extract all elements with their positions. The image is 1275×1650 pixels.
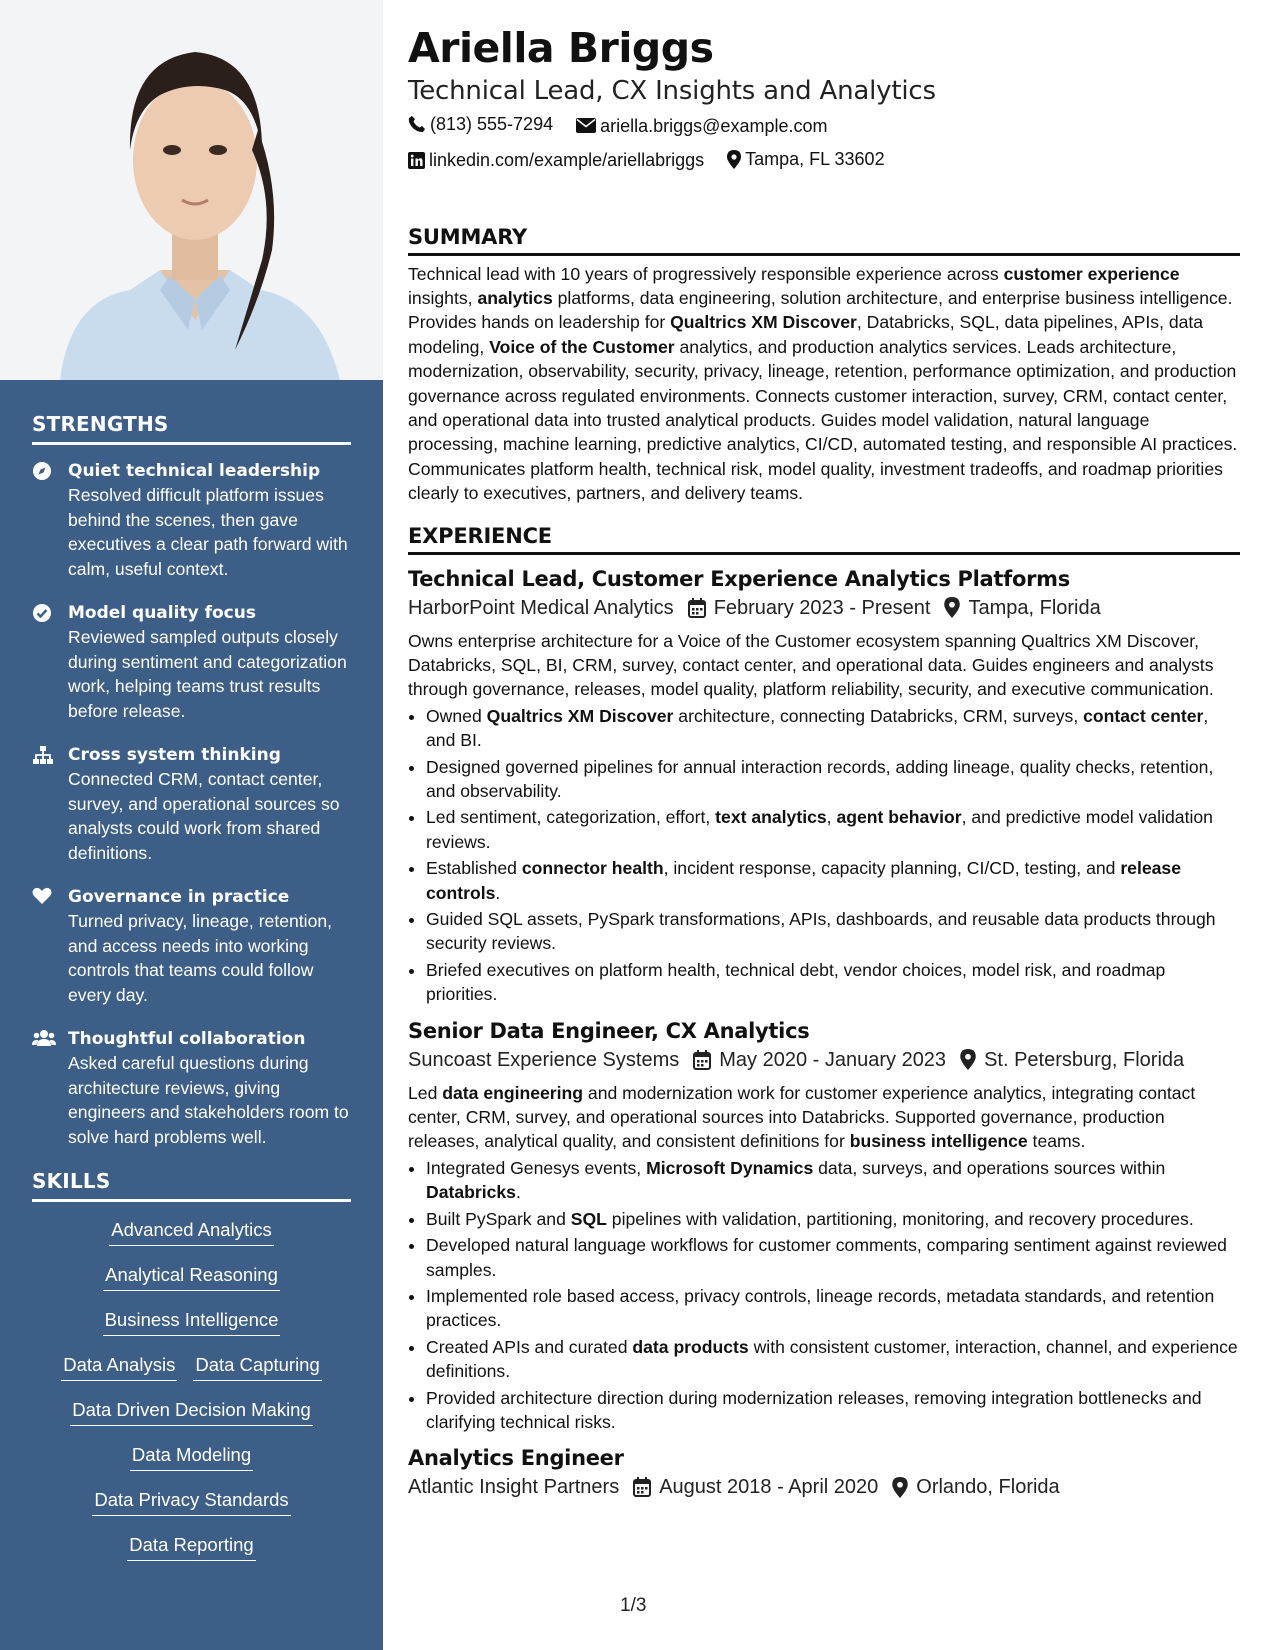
strengths-heading: STRENGTHS <box>32 412 351 445</box>
job-entry <box>408 565 1240 1007</box>
bold-keyword: text analytics <box>715 807 827 828</box>
linkedin-contact[interactable] <box>408 144 704 176</box>
location-text: Tampa, FL 33602 <box>745 149 885 169</box>
dates-text: February 2023 - Present <box>713 596 931 619</box>
page-number: 1/3 <box>620 1595 647 1616</box>
skill-tag: Advanced Analytics <box>109 1218 273 1246</box>
text-segment: pipelines with validation, partitioning, monitoring, and recovery procedures. <box>606 1208 1194 1229</box>
strength-title: Governance in practice <box>68 887 290 907</box>
job-bullet <box>426 755 1240 804</box>
bold-keyword: data products <box>632 1336 749 1357</box>
text-segment: Built PySpark and <box>426 1208 571 1229</box>
linkedin-link[interactable]: linkedin.com/example/ariellabriggs <box>429 150 705 170</box>
sidebar <box>0 0 383 1650</box>
text-segment: architecture, connecting Databricks, CRM, surveys, <box>673 705 1084 726</box>
candidate-name: Ariella Briggs <box>408 24 714 72</box>
portrait-illustration <box>0 0 383 380</box>
bold-keyword: SQL <box>570 1208 607 1229</box>
job-meta <box>408 1472 1240 1502</box>
strength-description: Connected CRM, contact center, survey, and operational sources so analysts could work from shared definitions. <box>68 769 340 863</box>
job-bullets <box>408 704 1240 1007</box>
job-meta <box>408 593 1240 623</box>
phone-icon <box>408 115 426 133</box>
skill-tag: Business Intelligence <box>103 1308 281 1336</box>
job-bullet <box>426 907 1240 956</box>
main-content <box>408 22 1240 1508</box>
job-title: Analytics Engineer <box>408 1446 624 1471</box>
email-link[interactable]: ariella.briggs@example.com <box>600 115 828 136</box>
job-location <box>960 1045 1184 1075</box>
check-circle-icon <box>32 601 68 723</box>
strength-description: Resolved difficult platform issues behind the scenes, then gave executives a clear path forward with calm, useful context. <box>68 485 348 579</box>
map-pin-icon <box>944 597 960 618</box>
text-segment: Owns enterprise architecture for a Voice of the Customer ecosystem spanning Qualtrics XM Discover, Databricks, SQL, BI, CRM, survey, contact center, and operational data. Guides engineers and analysts through governance, releases, model quality, platform reliability, security, and executive communication. <box>408 630 1214 700</box>
text-segment: data, surveys, and operations sources within <box>813 1157 1166 1178</box>
text-segment: , and BI. <box>426 705 1209 751</box>
bold-keyword: data engineering <box>442 1082 584 1103</box>
experience-list <box>408 565 1240 1503</box>
job-meta <box>408 1045 1240 1075</box>
job-location <box>944 593 1100 623</box>
calendar-icon <box>688 598 706 618</box>
skill-tag: Data Analysis <box>61 1353 177 1381</box>
contact-info <box>408 108 1240 179</box>
experience-heading: EXPERIENCE <box>408 524 1240 555</box>
phone-contact <box>408 108 553 140</box>
calendar-icon <box>633 1477 651 1497</box>
location-contact <box>727 143 884 175</box>
company-name: Atlantic Insight Partners <box>408 1476 620 1499</box>
phone-text: (813) 555-7294 <box>430 114 554 134</box>
skills-heading: SKILLS <box>32 1169 351 1202</box>
bold-keyword: Voice of the Customer <box>489 336 675 357</box>
summary-text <box>408 262 1240 506</box>
text-segment: Briefed executives on platform health, technical debt, vendor choices, model risk, and roadmap priorities. <box>426 959 1166 1005</box>
company-name: HarborPoint Medical Analytics <box>408 596 674 619</box>
job-summary <box>408 629 1240 702</box>
skill-tag: Data Modeling <box>130 1443 253 1471</box>
skill-tag: Analytical Reasoning <box>103 1263 280 1291</box>
job-bullets <box>408 1156 1240 1434</box>
bold-keyword: release controls <box>426 858 1181 903</box>
job-bullet <box>426 704 1240 753</box>
text-segment: , Databricks, SQL, data pipelines, APIs, data modeling, <box>408 312 1204 357</box>
strength-description: Reviewed sampled outputs closely during sentiment and categorization work, helping teams trust results before release. <box>68 627 347 721</box>
job-entry <box>408 1444 1240 1502</box>
text-segment: and modernization work for customer experience analytics, integrating contact center, CRM, survey, and operational sources into Databricks. Supported governance, production releases, analytical quality, and consistent definitions for <box>408 1082 1196 1152</box>
bold-keyword: Microsoft Dynamics <box>646 1157 814 1178</box>
skill-tag: Data Reporting <box>127 1533 255 1561</box>
job-title: Technical Lead, Customer Experience Analytics Platforms <box>408 566 1070 591</box>
job-bullet <box>426 856 1240 905</box>
job-location <box>892 1472 1059 1502</box>
text-segment: . <box>515 1182 521 1203</box>
email-contact[interactable] <box>576 110 827 142</box>
job-bullet <box>426 1156 1240 1205</box>
job-bullet <box>426 1386 1240 1435</box>
text-segment: Led sentiment, categorization, effort, <box>426 807 716 828</box>
strength-title: Thoughtful collaboration <box>68 1029 306 1049</box>
bold-keyword: Qualtrics XM Discover <box>670 312 857 333</box>
text-segment: Integrated Genesys events, <box>426 1157 647 1178</box>
strength-title: Quiet technical leadership <box>68 461 321 481</box>
text-segment: teams. <box>1027 1131 1086 1152</box>
bold-keyword: contact center <box>1083 705 1204 726</box>
strength-item <box>32 1027 351 1149</box>
bold-keyword: analytics <box>477 287 553 308</box>
map-pin-icon <box>892 1477 908 1498</box>
text-segment: Designed governed pipelines for annual interaction records, adding lineage, quality checks, retention, and observability. <box>426 756 1214 801</box>
dates-text: August 2018 - April 2020 <box>659 1476 879 1499</box>
text-segment: with consistent customer, interaction, channel, and experience definitions. <box>426 1336 1238 1382</box>
bold-keyword: business intelligence <box>849 1131 1028 1152</box>
job-dates <box>688 593 931 623</box>
bold-keyword: Databricks <box>426 1182 516 1203</box>
bold-keyword: customer experience <box>1003 263 1180 284</box>
job-title: Senior Data Engineer, CX Analytics <box>408 1018 810 1043</box>
text-segment: Technical lead with 10 years of progressively responsible experience across <box>408 263 1004 284</box>
skills-list <box>32 1218 351 1561</box>
strength-item <box>32 601 351 723</box>
job-bullet <box>426 958 1240 1007</box>
summary-heading: SUMMARY <box>408 225 1240 256</box>
strength-item <box>32 459 351 581</box>
bold-keyword: agent behavior <box>836 807 962 828</box>
strength-title: Cross system thinking <box>68 745 281 765</box>
text-segment: , <box>826 807 837 828</box>
text-segment: platforms, data engineering, solution architecture, and enterprise business intelligence. Provides hands on leadership for <box>408 287 1233 333</box>
compass-icon <box>32 459 68 581</box>
job-dates <box>693 1045 946 1075</box>
location-text: St. Petersburg, Florida <box>984 1048 1185 1071</box>
calendar-icon <box>693 1050 711 1070</box>
sidebar-content <box>32 412 351 1578</box>
job-bullet <box>426 805 1240 854</box>
company-name: Suncoast Experience Systems <box>408 1048 680 1071</box>
text-segment: Guided SQL assets, PySpark transformations, APIs, dashboards, and reusable data products through security reviews. <box>426 909 1216 954</box>
text-segment: Led <box>408 1082 443 1103</box>
strength-description: Turned privacy, lineage, retention, and access needs into working controls that teams could follow every day. <box>68 911 333 1005</box>
skill-tag: Data Driven Decision Making <box>70 1398 313 1426</box>
envelope-icon <box>576 118 596 133</box>
job-bullet <box>426 1233 1240 1282</box>
text-segment: insights, <box>408 287 478 308</box>
map-pin-icon <box>727 150 741 169</box>
text-segment: , incident response, capacity planning, CI/CD, testing, and <box>663 858 1121 879</box>
strength-description: Asked careful questions during architecture reviews, giving engineers and stakeholders room to solve hard problems well. <box>68 1053 349 1147</box>
bold-keyword: connector health <box>521 858 664 879</box>
skill-tag: Data Capturing <box>193 1353 321 1381</box>
bold-keyword: Qualtrics XM Discover <box>486 705 674 726</box>
candidate-title: Technical Lead, CX Insights and Analytics <box>408 76 936 106</box>
strength-item <box>32 885 351 1007</box>
text-segment: analytics, and production analytics services. Leads architecture, modernization, observability, security, privacy, lineage, retention, performance optimization, and production governance across regulated environments. Connects customer interaction, survey, CRM, contact center, and operational data into trusted analytical products. Guides model validation, natural language processing, machine learning, predictive analytics, CI/CD, automated testing, and responsible AI practices. Communicates platform health, technical risk, model quality, investment tradeoffs, and roadmap priorities clearly to executives, partners, and delivery teams. <box>408 336 1238 504</box>
strength-item <box>32 743 351 865</box>
text-segment: Owned <box>426 705 487 726</box>
linkedin-icon <box>408 152 425 169</box>
location-text: Orlando, Florida <box>916 1476 1060 1499</box>
strength-title: Model quality focus <box>68 603 256 623</box>
users-icon <box>32 1027 68 1149</box>
skill-tag: Data Privacy Standards <box>92 1488 290 1516</box>
sitemap-icon <box>32 743 68 865</box>
map-pin-icon <box>960 1049 976 1070</box>
job-entry <box>408 1017 1240 1435</box>
text-segment: Provided architecture direction during modernization releases, removing integration bottlenecks and clarifying technical risks. <box>426 1387 1202 1432</box>
dates-text: May 2020 - January 2023 <box>719 1048 947 1071</box>
location-text: Tampa, Florida <box>968 596 1101 619</box>
text-segment: Established <box>426 858 522 879</box>
job-dates <box>633 1472 878 1502</box>
text-segment: , and predictive model validation reviews. <box>426 807 1213 852</box>
job-bullet <box>426 1335 1240 1384</box>
text-segment: Implemented role based access, privacy controls, lineage records, metadata standards, and retention practices. <box>426 1285 1215 1331</box>
heart-icon <box>32 885 68 1007</box>
text-segment: Created APIs and curated <box>426 1336 633 1357</box>
job-bullet <box>426 1284 1240 1333</box>
text-segment: . <box>495 882 501 903</box>
profile-photo <box>0 0 383 380</box>
text-segment: Developed natural language workflows for customer comments, comparing sentiment against reviewed samples. <box>426 1235 1227 1280</box>
job-summary <box>408 1081 1240 1154</box>
job-bullet <box>426 1207 1240 1231</box>
